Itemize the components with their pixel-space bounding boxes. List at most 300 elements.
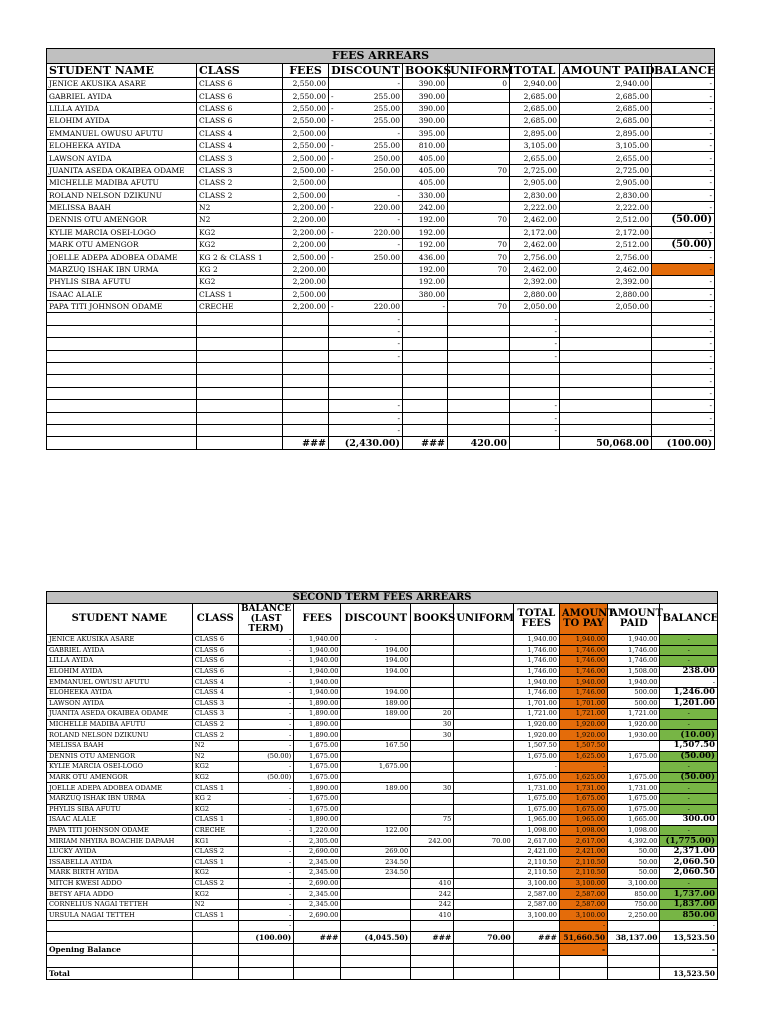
discount-cell: - xyxy=(341,635,411,646)
books-cell xyxy=(411,751,454,762)
fees-cell: 2,500.00 xyxy=(283,177,329,189)
fees-cell: 2,550.00 xyxy=(283,102,329,114)
balance-cell: - xyxy=(660,793,718,804)
total-fees-cell: 1,721.00 xyxy=(513,709,559,720)
balance-cell: 1,507.50 xyxy=(660,740,718,751)
total-cell: 2,222.00 xyxy=(510,201,560,213)
last-term-balance-cell: - xyxy=(238,921,293,932)
discount-prefix: - xyxy=(331,227,334,237)
class-cell: KG2 xyxy=(192,804,238,815)
discount-cell xyxy=(329,152,403,164)
class-cell: KG 2 & CLASS 1 xyxy=(197,251,283,263)
discount-cell: 194.00 xyxy=(341,666,411,677)
balance-cell: - xyxy=(652,152,715,164)
uniform-cell xyxy=(448,375,510,387)
balance-cell: - xyxy=(652,412,715,424)
fees-cell: 2,690.00 xyxy=(294,910,341,921)
class-cell: CLASS 1 xyxy=(197,288,283,300)
discount-cell: 194.00 xyxy=(341,687,411,698)
books-cell: 30 xyxy=(411,783,454,794)
uniform-cell xyxy=(454,804,514,815)
table-row xyxy=(47,730,718,741)
discount-cell xyxy=(329,276,403,288)
total-cell: - xyxy=(510,338,560,350)
class-cell: CLASS 1 xyxy=(192,815,238,826)
discount-prefix: - xyxy=(331,203,334,213)
class-cell xyxy=(197,424,283,436)
class-cell xyxy=(197,375,283,387)
student-name-cell xyxy=(47,375,197,387)
balance-cell: 1,246.00 xyxy=(660,687,718,698)
fees-cell: 2,200.00 xyxy=(283,276,329,288)
books-cell: 192.00 xyxy=(403,239,448,251)
amount-to-pay-cell: 1,920.00 xyxy=(559,730,607,741)
books-cell xyxy=(411,645,454,656)
uniform-cell xyxy=(448,288,510,300)
amount-paid-cell: 1,675.00 xyxy=(608,751,660,762)
amount-to-pay-cell: - xyxy=(559,762,607,773)
books-cell xyxy=(411,762,454,773)
uniform-cell xyxy=(454,793,514,804)
amount-to-pay-cell: - xyxy=(559,921,607,932)
uniform-cell: 70 xyxy=(448,301,510,313)
table-cell xyxy=(559,967,607,979)
discount-cell xyxy=(329,139,403,151)
uniform-cell xyxy=(454,762,514,773)
uniform-cell: 0 xyxy=(448,78,510,90)
student-name-cell xyxy=(47,412,197,424)
discount-cell: 234.50 xyxy=(341,857,411,868)
student-name-cell xyxy=(47,338,197,350)
total-disc: (4,045.50) xyxy=(341,931,411,943)
fees-cell: 2,200.00 xyxy=(283,201,329,213)
fees-cell xyxy=(283,375,329,387)
column-header: CLASS xyxy=(192,604,238,635)
amount-paid-cell: 3,100.00 xyxy=(608,878,660,889)
table-cell xyxy=(294,943,341,955)
student-name-cell: GABRIEL AYIDA xyxy=(47,645,193,656)
class-cell xyxy=(197,362,283,374)
student-name-cell: MARZUQ ISHAK IBN URMA xyxy=(47,263,197,275)
student-name-cell xyxy=(47,424,197,436)
discount-cell xyxy=(329,301,403,313)
class-cell: CLASS 6 xyxy=(197,115,283,127)
books-cell xyxy=(403,325,448,337)
column-header: DISCOUNT xyxy=(341,604,411,635)
amount-to-pay-cell: 1,746.00 xyxy=(559,645,607,656)
amount-to-pay-cell: 1,675.00 xyxy=(559,793,607,804)
amount-to-pay-cell: 1,721.00 xyxy=(559,709,607,720)
balance-cell: 2,371.00 xyxy=(660,846,718,857)
table-cell xyxy=(454,943,514,955)
uniform-cell xyxy=(454,857,514,868)
class-cell: CLASS 2 xyxy=(192,730,238,741)
discount-value: 220.00 xyxy=(373,302,400,312)
table-cell xyxy=(238,955,293,967)
table-cell xyxy=(411,955,454,967)
amount-to-pay-cell: 2,587.00 xyxy=(559,899,607,910)
amount-paid-cell: 500.00 xyxy=(608,698,660,709)
table-cell xyxy=(608,955,660,967)
blank-row xyxy=(47,955,718,967)
column-header: TOTAL FEES xyxy=(513,604,559,635)
table-row xyxy=(47,656,718,667)
total-cell: 2,905.00 xyxy=(510,177,560,189)
table-row xyxy=(47,313,715,325)
uniform-cell xyxy=(448,152,510,164)
amount-paid-cell: 50.00 xyxy=(608,868,660,879)
balance-cell: - xyxy=(652,288,715,300)
table-row xyxy=(47,687,718,698)
table-title-row xyxy=(47,592,718,604)
books-cell: 390.00 xyxy=(403,102,448,114)
table-row xyxy=(47,804,718,815)
amount-paid-cell xyxy=(560,338,652,350)
total-fees-cell: 1,675.00 xyxy=(513,793,559,804)
last-term-balance-cell: - xyxy=(238,857,293,868)
balance-cell: 2,060.50 xyxy=(660,857,718,868)
discount-cell: 167.50 xyxy=(341,740,411,751)
uniform-cell xyxy=(448,90,510,102)
table-cell xyxy=(238,967,293,979)
total-cell: 2,685.00 xyxy=(510,90,560,102)
discount-value: 255.00 xyxy=(373,91,400,101)
discount-cell xyxy=(329,362,403,374)
total-fees-cell: 1,731.00 xyxy=(513,783,559,794)
table-row xyxy=(47,635,718,646)
grand-total-label: Total xyxy=(47,967,193,979)
table-cell xyxy=(608,943,660,955)
total-cell: 2,462.00 xyxy=(510,239,560,251)
class-cell: N2 xyxy=(197,201,283,213)
balance-cell: - xyxy=(660,719,718,730)
amount-paid-cell: 2,895.00 xyxy=(560,127,652,139)
table-cell xyxy=(559,955,607,967)
student-name-cell: MICHELLE MADIBA AFUTU xyxy=(47,177,197,189)
total-fees-cell: 2,421.00 xyxy=(513,846,559,857)
fees-cell xyxy=(283,400,329,412)
last-term-balance-cell: - xyxy=(238,762,293,773)
uniform-cell xyxy=(448,412,510,424)
class-cell: CLASS 4 xyxy=(192,677,238,688)
amount-to-pay-cell: 1,965.00 xyxy=(559,815,607,826)
amount-paid-cell xyxy=(560,362,652,374)
books-cell xyxy=(403,362,448,374)
amount-to-pay-cell: 1,940.00 xyxy=(559,635,607,646)
column-header: STUDENT NAME xyxy=(47,64,197,78)
table-row xyxy=(47,698,718,709)
last-term-balance-cell: - xyxy=(238,709,293,720)
discount-cell xyxy=(329,387,403,399)
discount-cell xyxy=(329,177,403,189)
opening-balance-row xyxy=(47,943,718,955)
student-name-cell: MICHELLE MADIBA AFUTU xyxy=(47,719,193,730)
books-cell: 395.00 xyxy=(403,127,448,139)
discount-cell xyxy=(329,350,403,362)
table-cell xyxy=(341,943,411,955)
class-cell: KG2 xyxy=(197,276,283,288)
balance-cell: 1,201.00 xyxy=(660,698,718,709)
discount-cell: 194.00 xyxy=(341,656,411,667)
student-name-cell: EMMANUEL OWUSU AFUTU xyxy=(47,127,197,139)
last-term-balance-cell: - xyxy=(238,868,293,879)
table-row xyxy=(47,793,718,804)
amount-to-pay-cell: 1,746.00 xyxy=(559,687,607,698)
uniform-cell xyxy=(454,878,514,889)
amount-paid-cell: 2,880.00 xyxy=(560,288,652,300)
total-cell xyxy=(510,387,560,399)
amount-paid-cell: 2,685.00 xyxy=(560,90,652,102)
amount-paid-cell: 2,512.00 xyxy=(560,214,652,226)
fees-cell: 1,940.00 xyxy=(294,656,341,667)
student-name-cell: MARK OTU AMENGOR xyxy=(47,772,193,783)
total-fees-cell: 2,617.00 xyxy=(513,836,559,847)
amount-to-pay-cell: 1,920.00 xyxy=(559,719,607,730)
table-row xyxy=(47,825,718,836)
last-term-balance-cell: - xyxy=(238,815,293,826)
fees-cell: 1,675.00 xyxy=(294,793,341,804)
column-header: UNIFORM xyxy=(448,64,510,78)
student-name-cell: LILLA AYIDA xyxy=(47,656,193,667)
fees-cell: 2,500.00 xyxy=(283,152,329,164)
amount-paid-cell: 2,512.00 xyxy=(560,239,652,251)
amount-paid-cell: 1,675.00 xyxy=(608,804,660,815)
uniform-cell xyxy=(454,910,514,921)
student-name-cell xyxy=(47,350,197,362)
balance-cell: 238.00 xyxy=(660,666,718,677)
table-cell xyxy=(192,967,238,979)
amount-paid-cell xyxy=(560,350,652,362)
header-row xyxy=(47,64,715,78)
total-disc: (2,430.00) xyxy=(329,437,403,449)
fees-cell: 2,200.00 xyxy=(283,214,329,226)
last-term-balance-cell: - xyxy=(238,825,293,836)
amount-paid-cell xyxy=(560,387,652,399)
fees-cell: 1,890.00 xyxy=(294,709,341,720)
books-cell xyxy=(411,666,454,677)
student-name-cell: MARK OTU AMENGOR xyxy=(47,239,197,251)
student-name-cell: PHYLIS SIBA AFUTU xyxy=(47,276,197,288)
uniform-cell xyxy=(448,338,510,350)
amount-to-pay-cell: 1,625.00 xyxy=(559,751,607,762)
uniform-cell xyxy=(454,719,514,730)
discount-value: 220.00 xyxy=(373,203,400,213)
fees-cell: 2,345.00 xyxy=(294,857,341,868)
total-cell: - xyxy=(510,313,560,325)
discount-cell xyxy=(341,910,411,921)
books-cell: 192.00 xyxy=(403,214,448,226)
amount-to-pay-cell: 1,746.00 xyxy=(559,666,607,677)
total-fees-cell xyxy=(513,921,559,932)
student-name-cell xyxy=(47,325,197,337)
total-cell: 2,050.00 xyxy=(510,301,560,313)
discount-prefix: - xyxy=(331,116,334,126)
student-name-cell: ELOHIM AYIDA xyxy=(47,666,193,677)
amount-paid-cell: 2,655.00 xyxy=(560,152,652,164)
uniform-cell xyxy=(454,846,514,857)
total-total: ### xyxy=(513,931,559,943)
total-cell: 2,172.00 xyxy=(510,226,560,238)
discount-value: 255.00 xyxy=(373,103,400,113)
discount-cell xyxy=(329,214,403,226)
table-cell xyxy=(411,943,454,955)
total-fees-cell: 1,965.00 xyxy=(513,815,559,826)
class-cell: CLASS 2 xyxy=(192,846,238,857)
balance-cell: - xyxy=(660,677,718,688)
table-cell xyxy=(294,955,341,967)
amount-paid-cell: 1,098.00 xyxy=(608,825,660,836)
discount-value: - xyxy=(397,339,400,349)
student-name-cell: ELOHEEKA AYIDA xyxy=(47,139,197,151)
total-fees-cell: 1,746.00 xyxy=(513,666,559,677)
books-cell: 330.00 xyxy=(403,189,448,201)
discount-cell xyxy=(329,78,403,90)
balance-cell: - xyxy=(652,78,715,90)
table-title: FEES ARREARS xyxy=(47,49,715,64)
amount-paid-cell xyxy=(608,740,660,751)
fees-cell: 2,345.00 xyxy=(294,889,341,900)
uniform-cell xyxy=(454,889,514,900)
last-term-balance-cell: - xyxy=(238,899,293,910)
books-cell: 192.00 xyxy=(403,263,448,275)
discount-cell: 194.00 xyxy=(341,645,411,656)
amount-paid-cell: 50.00 xyxy=(608,846,660,857)
total-fees-cell: 1,940.00 xyxy=(513,635,559,646)
total-fees-cell: 1,920.00 xyxy=(513,719,559,730)
total-cell: - xyxy=(510,400,560,412)
total-topay: 51,660.50 xyxy=(559,931,607,943)
balance-cell: - xyxy=(660,709,718,720)
table-row xyxy=(47,115,715,127)
table-row xyxy=(47,899,718,910)
student-name-cell: JUANITA ASEDA OKAIBEA ODAME xyxy=(47,164,197,176)
balance-cell: (50.00) xyxy=(660,772,718,783)
student-name-cell: JOELLE ADEPA ADOBEA ODAME xyxy=(47,783,193,794)
uniform-cell xyxy=(448,177,510,189)
uniform-cell xyxy=(448,102,510,114)
table-row xyxy=(47,263,715,275)
amount-to-pay-cell: 2,587.00 xyxy=(559,889,607,900)
amount-paid-cell: 1,940.00 xyxy=(608,677,660,688)
discount-value: 255.00 xyxy=(373,116,400,126)
books-cell: 75 xyxy=(411,815,454,826)
amount-to-pay-cell: 2,110.50 xyxy=(559,857,607,868)
fees-cell xyxy=(283,412,329,424)
table-row xyxy=(47,226,715,238)
table-row xyxy=(47,78,715,90)
uniform-cell: 70 xyxy=(448,164,510,176)
student-name-cell: LUCKY AYIDA xyxy=(47,846,193,857)
class-cell: CLASS 3 xyxy=(197,164,283,176)
class-cell: CLASS 6 xyxy=(192,645,238,656)
balance-cell: (1,775.00) xyxy=(660,836,718,847)
balance-cell: 1,837.00 xyxy=(660,899,718,910)
last-term-balance-cell: - xyxy=(238,656,293,667)
total-fees-cell: 1,507.50 xyxy=(513,740,559,751)
discount-prefix: - xyxy=(331,153,334,163)
amount-paid-cell: 1,731.00 xyxy=(608,783,660,794)
class-cell: CLASS 4 xyxy=(197,139,283,151)
uniform-cell xyxy=(448,226,510,238)
student-name-cell: LAWSON AYIDA xyxy=(47,152,197,164)
balance-cell: - xyxy=(652,226,715,238)
grand-total-value: 13,523.50 xyxy=(660,967,718,979)
discount-value: - xyxy=(397,401,400,411)
books-cell: 30 xyxy=(411,730,454,741)
table-row xyxy=(47,288,715,300)
table-row xyxy=(47,751,718,762)
student-name-cell: MIRIAM NHYIRA BOACHIE DAPAAH xyxy=(47,836,193,847)
total-books: ### xyxy=(403,437,448,449)
amount-to-pay-cell: 1,746.00 xyxy=(559,656,607,667)
books-cell: 405.00 xyxy=(403,164,448,176)
table-row xyxy=(47,921,718,932)
class-cell: N2 xyxy=(197,214,283,226)
opening-balance-label: Opening Balance xyxy=(47,943,193,955)
table-row xyxy=(47,412,715,424)
column-header: UNIFORM xyxy=(454,604,514,635)
uniform-cell xyxy=(448,325,510,337)
class-cell: CLASS 3 xyxy=(197,152,283,164)
discount-value: 220.00 xyxy=(373,227,400,237)
discount-cell xyxy=(341,836,411,847)
table-row xyxy=(47,102,715,114)
uniform-cell xyxy=(454,815,514,826)
total-fees-cell: 1,746.00 xyxy=(513,645,559,656)
student-name-cell: ROLAND NELSON DZIKUNU xyxy=(47,189,197,201)
fees-cell: 1,675.00 xyxy=(294,804,341,815)
student-name-cell: KYLIE MARCIA OSEI-LOGO xyxy=(47,226,197,238)
balance-cell: - xyxy=(652,127,715,139)
amount-to-pay-cell: 2,421.00 xyxy=(559,846,607,857)
fees-cell xyxy=(283,424,329,436)
student-name-cell: URSULA NAGAI TETTEH xyxy=(47,910,193,921)
class-cell xyxy=(197,338,283,350)
student-name-cell: BETSY AFIA ADDO xyxy=(47,889,193,900)
table-row xyxy=(47,164,715,176)
discount-cell xyxy=(341,899,411,910)
amount-to-pay-cell: 1,701.00 xyxy=(559,698,607,709)
uniform-cell xyxy=(448,350,510,362)
last-term-balance-cell: - xyxy=(238,846,293,857)
opening-to-pay: - xyxy=(559,943,607,955)
books-cell xyxy=(403,387,448,399)
fees-cell: 2,500.00 xyxy=(283,189,329,201)
total-fees-cell: 1,746.00 xyxy=(513,687,559,698)
last-term-balance-cell: - xyxy=(238,645,293,656)
table-row xyxy=(47,645,718,656)
books-cell: 242 xyxy=(411,889,454,900)
table-cell xyxy=(454,955,514,967)
class-cell: N2 xyxy=(192,899,238,910)
class-cell: KG2 xyxy=(192,762,238,773)
table-cell xyxy=(513,943,559,955)
balance-cell: - xyxy=(652,424,715,436)
amount-to-pay-cell: 1,625.00 xyxy=(559,772,607,783)
total-fees-cell: 2,587.00 xyxy=(513,889,559,900)
last-term-balance-cell: (50.00) xyxy=(238,751,293,762)
student-name-cell: ISAAC ALALE xyxy=(47,815,193,826)
class-cell: CRECHE xyxy=(192,825,238,836)
amount-paid-cell: 1,675.00 xyxy=(608,793,660,804)
fees-cell: 2,550.00 xyxy=(283,90,329,102)
last-term-balance-cell: - xyxy=(238,687,293,698)
amount-paid-cell: 750.00 xyxy=(608,899,660,910)
discount-cell: 1,675.00 xyxy=(341,762,411,773)
table-row xyxy=(47,677,718,688)
amount-paid-cell: 1,920.00 xyxy=(608,719,660,730)
student-name-cell: EMMANUEL OWUSU AFUTU xyxy=(47,677,193,688)
